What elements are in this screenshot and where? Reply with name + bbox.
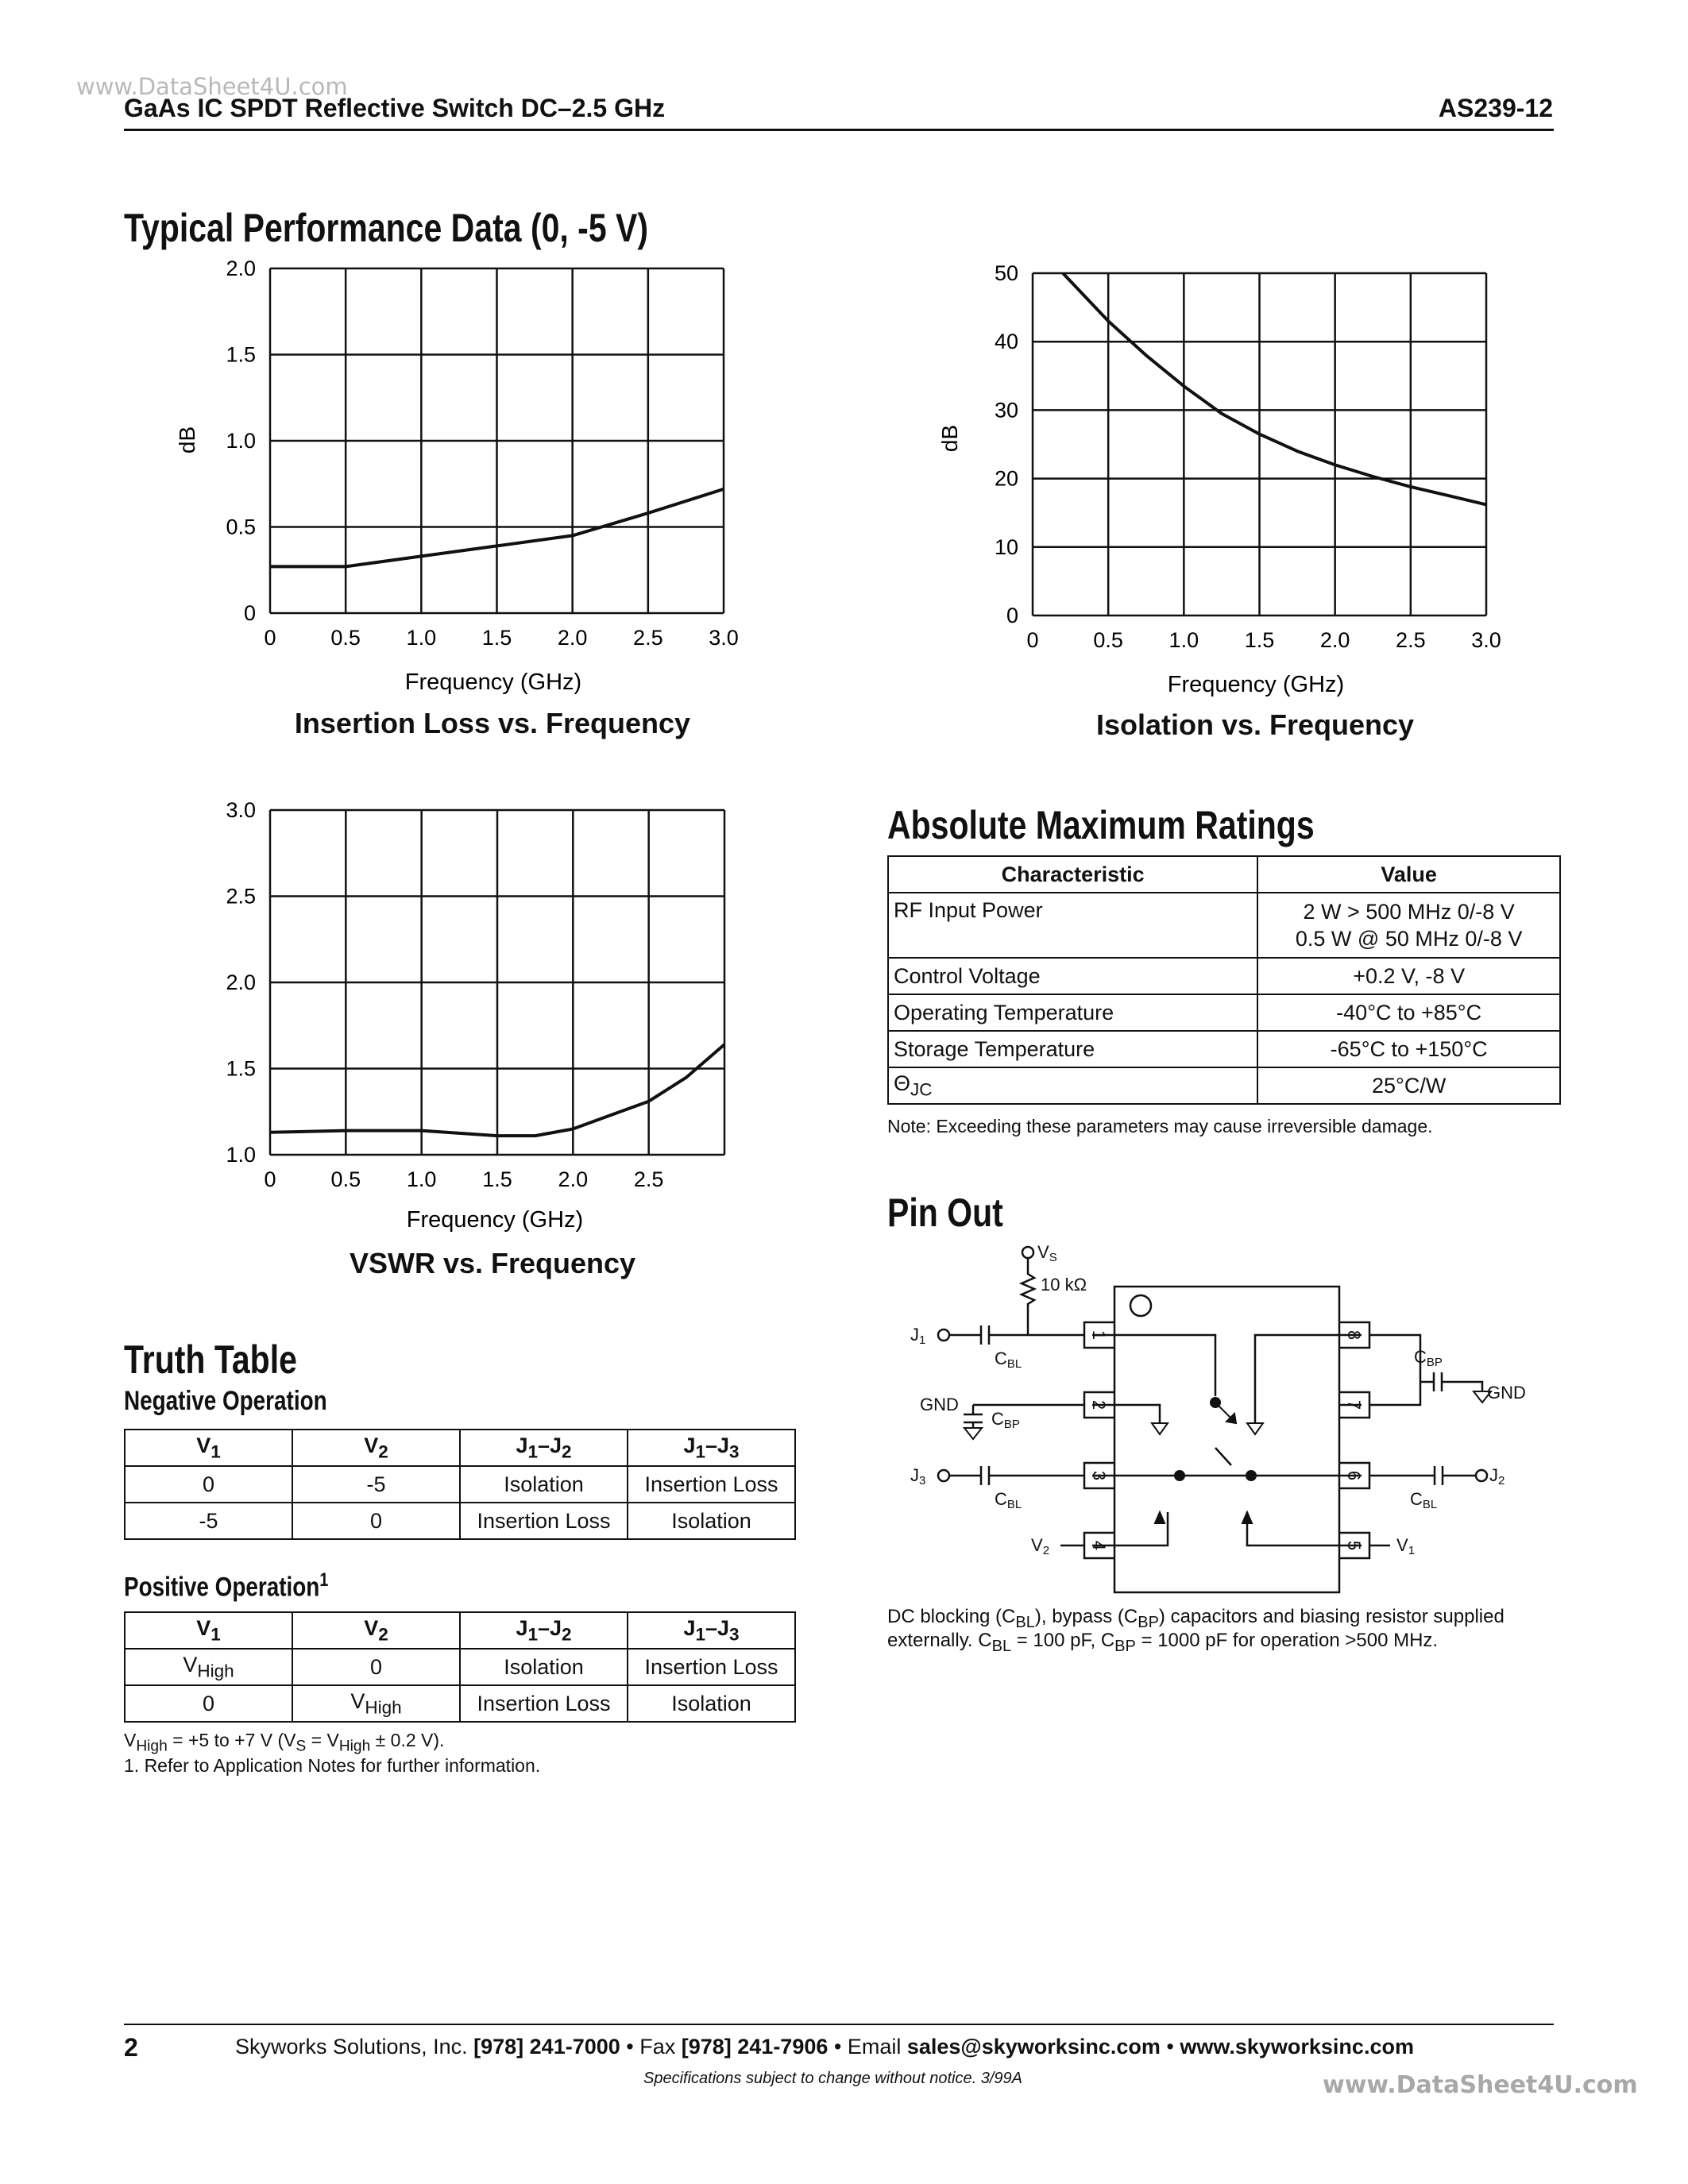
negative-operation-title: Negative Operation	[124, 1386, 327, 1416]
bias-resistor	[1022, 1258, 1034, 1335]
y-tick-label: 0.5	[226, 515, 256, 539]
y-tick-label: 1.0	[226, 429, 256, 453]
header-v2: $V_2$	[292, 1430, 460, 1466]
table-cell: Insertion Loss	[460, 1685, 628, 1722]
truth-table-note-vhigh: $V_{High} = +5$ to +7 V ($V_S = V_{High} \pm 0.2$ V).	[124, 1730, 445, 1755]
cbp-capacitor-left	[964, 1405, 983, 1422]
table-cell: Isolation	[460, 1466, 628, 1503]
x-tick-label: 2.5	[633, 1167, 664, 1191]
isolation-chart	[929, 253, 1533, 715]
header-j1-j3: $J_1-J_3$	[628, 1430, 795, 1466]
label-v1: V1	[1396, 1535, 1416, 1557]
section-performance-title: Typical Performance Data (0, -5 V)	[124, 206, 649, 250]
pin-number-3: 3	[1089, 1470, 1109, 1481]
pin-number-5: 5	[1344, 1540, 1364, 1551]
watermark-top: www.DataSheet4U.com	[76, 73, 348, 100]
vswr-chart	[167, 794, 771, 1255]
x-tick-label: 0	[264, 1167, 276, 1191]
pin-number-2: 2	[1089, 1399, 1109, 1410]
label-v2: V2	[1031, 1535, 1050, 1557]
j3-terminal	[938, 1470, 949, 1481]
x-tick-label: 0	[264, 626, 276, 650]
x-tick-label: 3.0	[709, 626, 739, 650]
header-part-number: AS239-12	[1438, 94, 1553, 122]
cbl-capacitor-j3	[949, 1466, 1084, 1485]
label-cbp-right: CBP	[1414, 1347, 1443, 1369]
vs-terminal	[1022, 1247, 1033, 1258]
insertion-loss-title: Insertion Loss vs. Frequency	[294, 707, 691, 739]
table-header-row	[888, 856, 1560, 893]
table-cell: Isolation	[628, 1685, 795, 1722]
y-tick-label: 0	[243, 601, 256, 625]
table-cell: Isolation	[628, 1503, 795, 1539]
truth-table-title: Truth Table	[124, 1337, 297, 1382]
table-cell: 0	[292, 1503, 460, 1539]
amr-note: Note: Exceeding these parameters may cause irreversible damage.	[887, 1116, 1433, 1136]
x-tick-label: 1.5	[482, 1167, 512, 1191]
footer-rule	[124, 2024, 1554, 2025]
watermark-bottom: www.DataSheet4U.com	[1323, 2071, 1638, 2099]
y-tick-label: 1.5	[226, 342, 256, 367]
x-tick-label: 1.0	[406, 1167, 437, 1191]
header-v1: $V_1$	[125, 1430, 292, 1466]
j1-terminal	[938, 1329, 949, 1341]
truth-table-note-1: 1. Refer to Application Notes for further information.	[124, 1755, 541, 1776]
table-row	[125, 1503, 795, 1539]
table-cell: $V_{High}$	[292, 1685, 460, 1722]
y-tick-label: 1.0	[226, 1143, 256, 1167]
y-tick-label: 40	[994, 330, 1018, 354]
table-cell: Control Voltage	[888, 958, 1257, 994]
footer-contact: Skyworks Solutions, Inc. [978] 241-7000 • Fax [978] 241-7906 • Email sales@skyworksinc.com • www.skyworksinc.com	[235, 2035, 1414, 2059]
table-cell: 0	[125, 1685, 292, 1722]
x-tick-label: 0.5	[330, 626, 361, 650]
table-cell: 0	[292, 1649, 460, 1685]
table-row	[888, 994, 1560, 1031]
isolation-title: Isolation vs. Frequency	[1095, 708, 1415, 741]
label-resistor: 10 kΩ	[1041, 1275, 1087, 1295]
x-tick-label: 2.0	[558, 1167, 589, 1191]
x-tick-label: 2.0	[1319, 628, 1350, 652]
header-j1-j2: $J_1-J_2$	[460, 1612, 628, 1649]
table-cell: 2 W > 500 MHz 0/-8 V 0.5 W @ 50 MHz 0/-8 V	[1257, 893, 1560, 958]
label-cbl-1: CBL	[995, 1349, 1022, 1371]
j2-terminal	[1476, 1470, 1487, 1481]
table-cell: -65°C to +150°C	[1257, 1031, 1560, 1067]
label-cbp-left: CBP	[991, 1409, 1020, 1431]
table-row	[125, 1466, 795, 1503]
label-j1: J1	[910, 1325, 926, 1347]
label-vs: VS	[1037, 1242, 1057, 1264]
table-cell: Operating Temperature	[888, 994, 1257, 1031]
y-tick-label: 2.0	[226, 970, 256, 994]
table-row	[888, 893, 1560, 958]
pin-number-1: 1	[1089, 1329, 1109, 1341]
table-cell: 25°C/W	[1257, 1067, 1560, 1104]
pinout-diagram	[898, 1239, 1533, 1604]
y-tick-label: 0	[1006, 604, 1018, 627]
table-cell: $\Theta_{JC}$	[888, 1067, 1257, 1104]
table-cell: $V_{High}$	[125, 1649, 292, 1685]
amr-title: Absolute Maximum Ratings	[887, 803, 1315, 847]
header-characteristic: Characteristic	[888, 856, 1257, 893]
table-cell: Isolation	[460, 1649, 628, 1685]
x-tick-label: 0.5	[330, 1167, 361, 1191]
header-value: Value	[1257, 856, 1560, 893]
label-j3: J3	[910, 1465, 926, 1488]
table-cell: Insertion Loss	[460, 1503, 628, 1539]
pinout-title: Pin Out	[887, 1190, 1003, 1235]
negative-operation-table	[124, 1429, 796, 1540]
table-cell: Storage Temperature	[888, 1031, 1257, 1067]
header-j1-j2: $J_1-J_2$	[460, 1430, 628, 1466]
table-cell: Insertion Loss	[628, 1466, 795, 1503]
pin-number-6: 6	[1344, 1470, 1364, 1481]
label-cbl-3: CBL	[995, 1489, 1022, 1511]
header-v1: $V_1$	[125, 1612, 292, 1649]
label-gnd-left: GND	[920, 1395, 959, 1414]
pin-number-8: 8	[1344, 1329, 1364, 1341]
table-header-row	[125, 1430, 795, 1466]
y-tick-label: 10	[994, 534, 1018, 559]
label-gnd-right: GND	[1487, 1383, 1526, 1403]
vswr-xlabel: Frequency (GHz)	[406, 1207, 584, 1233]
x-tick-label: 1.0	[1168, 628, 1199, 652]
y-tick-label: 30	[994, 398, 1018, 423]
x-tick-label: 2.0	[557, 626, 588, 650]
table-cell: -5	[292, 1466, 460, 1503]
pin-number-7: 7	[1344, 1399, 1364, 1410]
header-j1-j3: $J_1-J_3$	[628, 1612, 795, 1649]
positive-operation-title: Positive Operation$^1$	[124, 1569, 329, 1603]
y-tick-label: 2.5	[226, 884, 256, 909]
series-line	[1063, 273, 1486, 504]
table-row	[125, 1685, 795, 1722]
y-tick-label: 2.0	[226, 257, 256, 280]
table-row	[888, 958, 1560, 994]
y-tick-label: 20	[994, 466, 1018, 491]
insertion-loss-ylabel: dB	[175, 426, 199, 454]
label-cbl-2: CBL	[1410, 1489, 1438, 1511]
table-cell: -5	[125, 1503, 292, 1539]
isolation-xlabel: Frequency (GHz)	[1167, 672, 1345, 697]
y-tick-label: 1.5	[226, 1056, 256, 1081]
header-title: GaAs IC SPDT Reflective Switch DC–2.5 GHz	[124, 94, 666, 122]
x-tick-label: 1.0	[406, 626, 437, 650]
table-row	[125, 1649, 795, 1685]
vswr-title: VSWR vs. Frequency	[349, 1247, 636, 1279]
positive-operation-table	[124, 1611, 796, 1723]
isolation-ylabel: dB	[937, 424, 962, 453]
x-tick-label: 3.0	[1471, 628, 1501, 652]
label-j2: J2	[1489, 1465, 1505, 1488]
table-cell: RF Input Power	[888, 893, 1257, 958]
x-tick-label: 2.5	[1396, 628, 1426, 652]
cbl-capacitor-j2	[1369, 1466, 1476, 1485]
cbl-capacitor-j1	[949, 1325, 1084, 1345]
table-row	[888, 1031, 1560, 1067]
table-header-row	[125, 1612, 795, 1649]
pin-number-4: 4	[1089, 1540, 1109, 1551]
x-tick-label: 1.5	[1244, 628, 1275, 652]
footer-note: Specifications subject to change without notice. 3/99A	[643, 2070, 1022, 2087]
x-tick-label: 0.5	[1093, 628, 1123, 652]
table-cell: Insertion Loss	[628, 1649, 795, 1685]
table-row	[888, 1067, 1560, 1104]
amr-table	[887, 855, 1561, 1105]
table-cell: 0	[125, 1466, 292, 1503]
pinout-caption-line2: externally. $C_{BL} = 100$ pF, $C_{BP} = 1000$ pF for operation >500 MHz.	[887, 1630, 1439, 1655]
pinout-caption-line1: DC blocking $(C_{BL})$, bypass $(C_{BP})$ capacitors and biasing resistor supplied	[887, 1606, 1505, 1631]
x-tick-label: 1.5	[481, 626, 512, 650]
page-number: 2	[124, 2033, 138, 2062]
x-tick-label: 0	[1026, 628, 1039, 652]
insertion-loss-xlabel: Frequency (GHz)	[404, 669, 582, 695]
header-v2: $V_2$	[292, 1612, 460, 1649]
y-tick-label: 3.0	[226, 798, 256, 822]
x-tick-label: 2.5	[633, 626, 663, 650]
table-cell: +0.2 V, -8 V	[1257, 958, 1560, 994]
y-tick-label: 50	[994, 261, 1018, 285]
table-cell: -40°C to +85°C	[1257, 994, 1560, 1031]
insertion-loss-chart	[167, 253, 771, 713]
header-rule	[124, 129, 1554, 131]
pin1-marker	[1130, 1295, 1151, 1316]
